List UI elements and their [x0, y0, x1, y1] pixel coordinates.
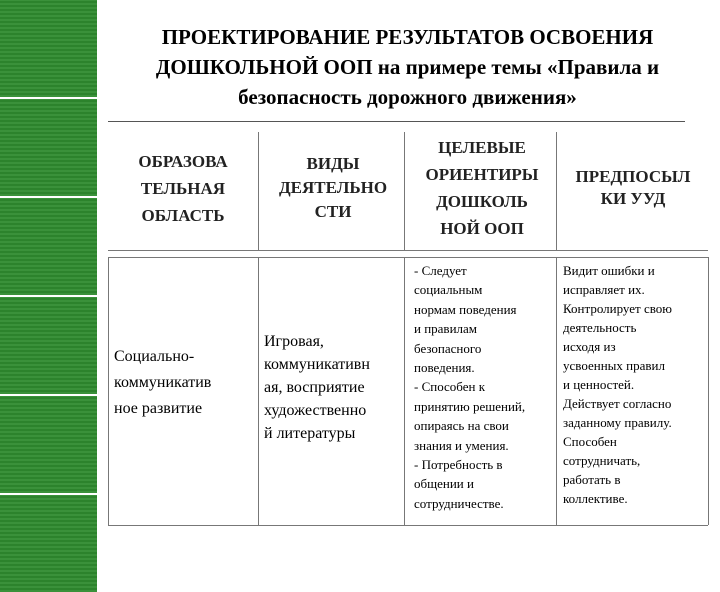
cell-text: и правилам — [414, 321, 478, 337]
table-border — [708, 257, 709, 525]
title-line: ПРОЕКТИРОВАНИЕ РЕЗУЛЬТАТОВ ОСВОЕНИЯ — [161, 25, 654, 49]
sidebar-divider — [0, 295, 99, 297]
cell-text: художественно — [264, 402, 367, 419]
header-target-guidelines — [408, 132, 556, 244]
cell-text: работать в — [563, 472, 621, 487]
table-divider — [108, 525, 708, 526]
cell-text: - Потребность в — [414, 457, 503, 473]
header-text: ВИДЫ — [306, 154, 360, 173]
sidebar-divider — [0, 196, 99, 198]
cell-text: поведения. — [414, 360, 475, 376]
slide-title — [105, 22, 710, 112]
cell-text: общении и — [414, 476, 474, 492]
cell-text: исправляет их. — [563, 282, 645, 297]
cell-text: и ценностей. — [563, 377, 635, 392]
table-divider — [108, 250, 708, 251]
cell-text: Контролирует свою — [563, 301, 672, 316]
sidebar-edge — [97, 0, 99, 540]
sidebar-divider — [0, 493, 99, 495]
table-divider — [258, 132, 259, 250]
cell-text: сотрудничать, — [563, 453, 641, 468]
cell-text: й литературы — [264, 425, 356, 442]
cell-text: - Следует — [414, 263, 467, 278]
cell-target-guidelines — [414, 261, 554, 513]
sidebar-square — [0, 99, 97, 196]
sidebar-square — [0, 297, 97, 394]
table-border — [108, 257, 109, 525]
table-divider — [404, 257, 405, 525]
header-activity-types — [262, 132, 404, 244]
header-text: ЦЕЛЕВЫЕ — [438, 138, 526, 157]
cell-text: социальным — [414, 282, 483, 298]
cell-text: сотрудничестве. — [414, 495, 504, 511]
header-text: ДОШКОЛЬ — [436, 192, 528, 211]
cell-text: исходя из — [563, 339, 616, 354]
cell-text: принятию решений, — [414, 398, 526, 414]
sidebar-square — [0, 198, 97, 295]
sidebar-square — [0, 0, 97, 97]
header-text: КИ УУД — [600, 189, 666, 208]
cell-activity-types — [264, 330, 404, 445]
header-text: ОБРАЗОВА — [138, 151, 228, 171]
sidebar-square — [0, 495, 97, 592]
header-text: ОРИЕНТИРЫ — [425, 165, 539, 184]
cell-text: нормам поведения — [414, 301, 517, 317]
title-line: ДОШКОЛЬНОЙ ООП на примере темы «Правила и — [155, 55, 660, 79]
header-text: НОЙ ООП — [440, 219, 524, 238]
cell-text: Социально- — [114, 348, 195, 365]
table-divider — [556, 132, 557, 250]
header-text: ПРЕДПОСЫЛ — [575, 167, 691, 186]
cell-text: безопасного — [414, 340, 482, 356]
header-educational-area — [108, 132, 258, 244]
table-divider — [258, 257, 259, 525]
header-prerequisites — [558, 132, 708, 244]
cell-text: коммуникатив — [114, 374, 212, 391]
cell-text: - Способен к — [414, 379, 486, 395]
cell-text: опираясь на свои — [414, 418, 509, 434]
cell-text: усвоенных правил — [563, 358, 665, 373]
sidebar-divider — [0, 97, 99, 99]
cell-text: ая, восприятие — [264, 379, 365, 396]
cell-text: коллективе. — [563, 491, 628, 506]
cell-text: знания и умения. — [414, 437, 509, 453]
cell-text: заданному правилу. — [563, 415, 672, 430]
table-divider — [404, 132, 405, 250]
sidebar-decoration — [0, 0, 99, 540]
table-divider — [108, 257, 708, 258]
cell-text: деятельность — [563, 320, 637, 335]
cell-educational-area — [114, 344, 256, 422]
table-divider — [556, 257, 557, 525]
cell-text: ное развитие — [114, 400, 203, 417]
sidebar-divider — [0, 394, 99, 396]
cell-text: Действует согласно — [563, 396, 672, 411]
header-text: ТЕЛЬНАЯ — [140, 178, 226, 198]
title-divider — [108, 121, 685, 122]
cell-text: Видит ошибки и — [563, 263, 655, 278]
cell-text: коммуникативн — [264, 356, 370, 373]
header-text: СТИ — [314, 202, 352, 221]
header-text: ОБЛАСТЬ — [141, 205, 225, 225]
cell-prerequisites — [563, 261, 708, 508]
title-line: безопасность дорожного движения» — [238, 85, 577, 109]
cell-text: Способен — [563, 434, 617, 449]
sidebar-square — [0, 396, 97, 493]
header-text: ДЕЯТЕЛЬНО — [278, 178, 388, 197]
cell-text: Игровая, — [264, 333, 324, 350]
